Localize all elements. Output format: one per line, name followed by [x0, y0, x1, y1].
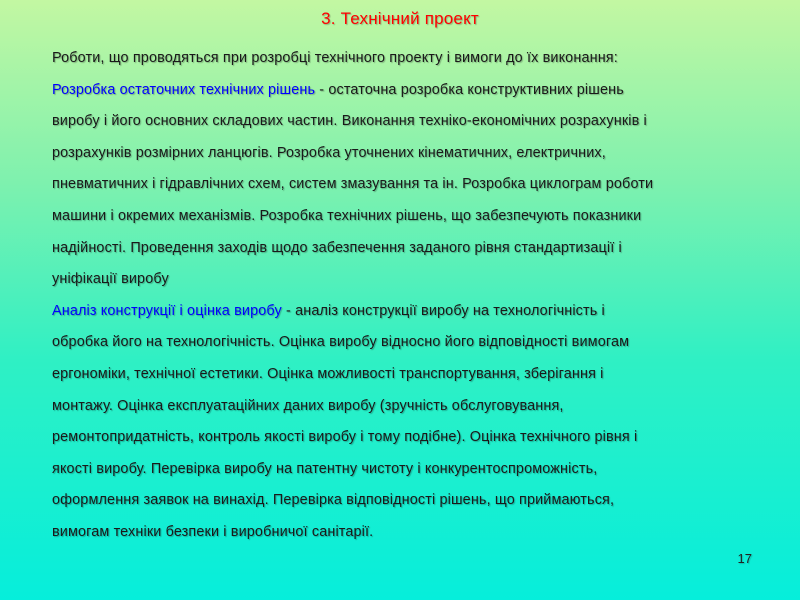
page-number: 17 [737, 551, 752, 566]
slide-title: 3. Технічний проект [321, 9, 479, 28]
section1-line: уніфікації виробу [52, 271, 169, 288]
section1-line: виробу і його основних складових частин. Виконання техніко-економічних розрахунків і [52, 113, 647, 130]
slide-body [52, 43, 787, 549]
section2-line: обробка його на технологічність. Оцінка виробу відносно його відповідності вимогам [52, 334, 630, 351]
section1-first-line [52, 75, 787, 107]
section1-lead: - остаточна розробка конструктивних рішень [315, 81, 624, 98]
section2-first-line [52, 296, 787, 328]
section2-line: монтажу. Оцінка експлуатаційних даних виробу (зручність обслуговування, [52, 397, 564, 414]
section2-line: якості виробу. Перевірка виробу на патентну чистоту і конкурентоспроможність, [52, 460, 598, 477]
section1-heading: Розробка остаточних технічних рішень [52, 81, 316, 98]
section2-lead: - аналіз конструкції виробу на технологічність і [281, 302, 605, 319]
section1-line: розрахунків розмірних ланцюгів. Розробка уточнених кінематичних, електричних, [52, 144, 606, 161]
section1-line: пневматичних і гідравлічних схем, систем змазування та ін. Розробка циклограм роботи [52, 176, 654, 193]
intro-text: Роботи, що проводяться при розробці технічного проекту і вимоги до їх виконання: [52, 50, 618, 66]
section2-line: ергономіки, технічної естетики. Оцінка можливості транспортування, зберігання і [52, 365, 604, 382]
section1-line: машини і окремих механізмів. Розробка технічних рішень, що забезпечують показники [52, 207, 642, 224]
section1-line: надійності. Проведення заходів щодо забезпечення заданого рівня стандартизації і [52, 239, 622, 256]
section2-line: вимогам техніки безпеки і виробничої санітарії. [52, 523, 374, 540]
section2-line: ремонтопридатність, контроль якості виробу і тому подібне). Оцінка технічного рівня і [52, 429, 638, 446]
section2-heading: Аналіз конструкції і оцінка виробу [52, 302, 282, 319]
section2-line: оформлення заявок на винахід. Перевірка відповідності рішень, що приймаються, [52, 492, 615, 509]
